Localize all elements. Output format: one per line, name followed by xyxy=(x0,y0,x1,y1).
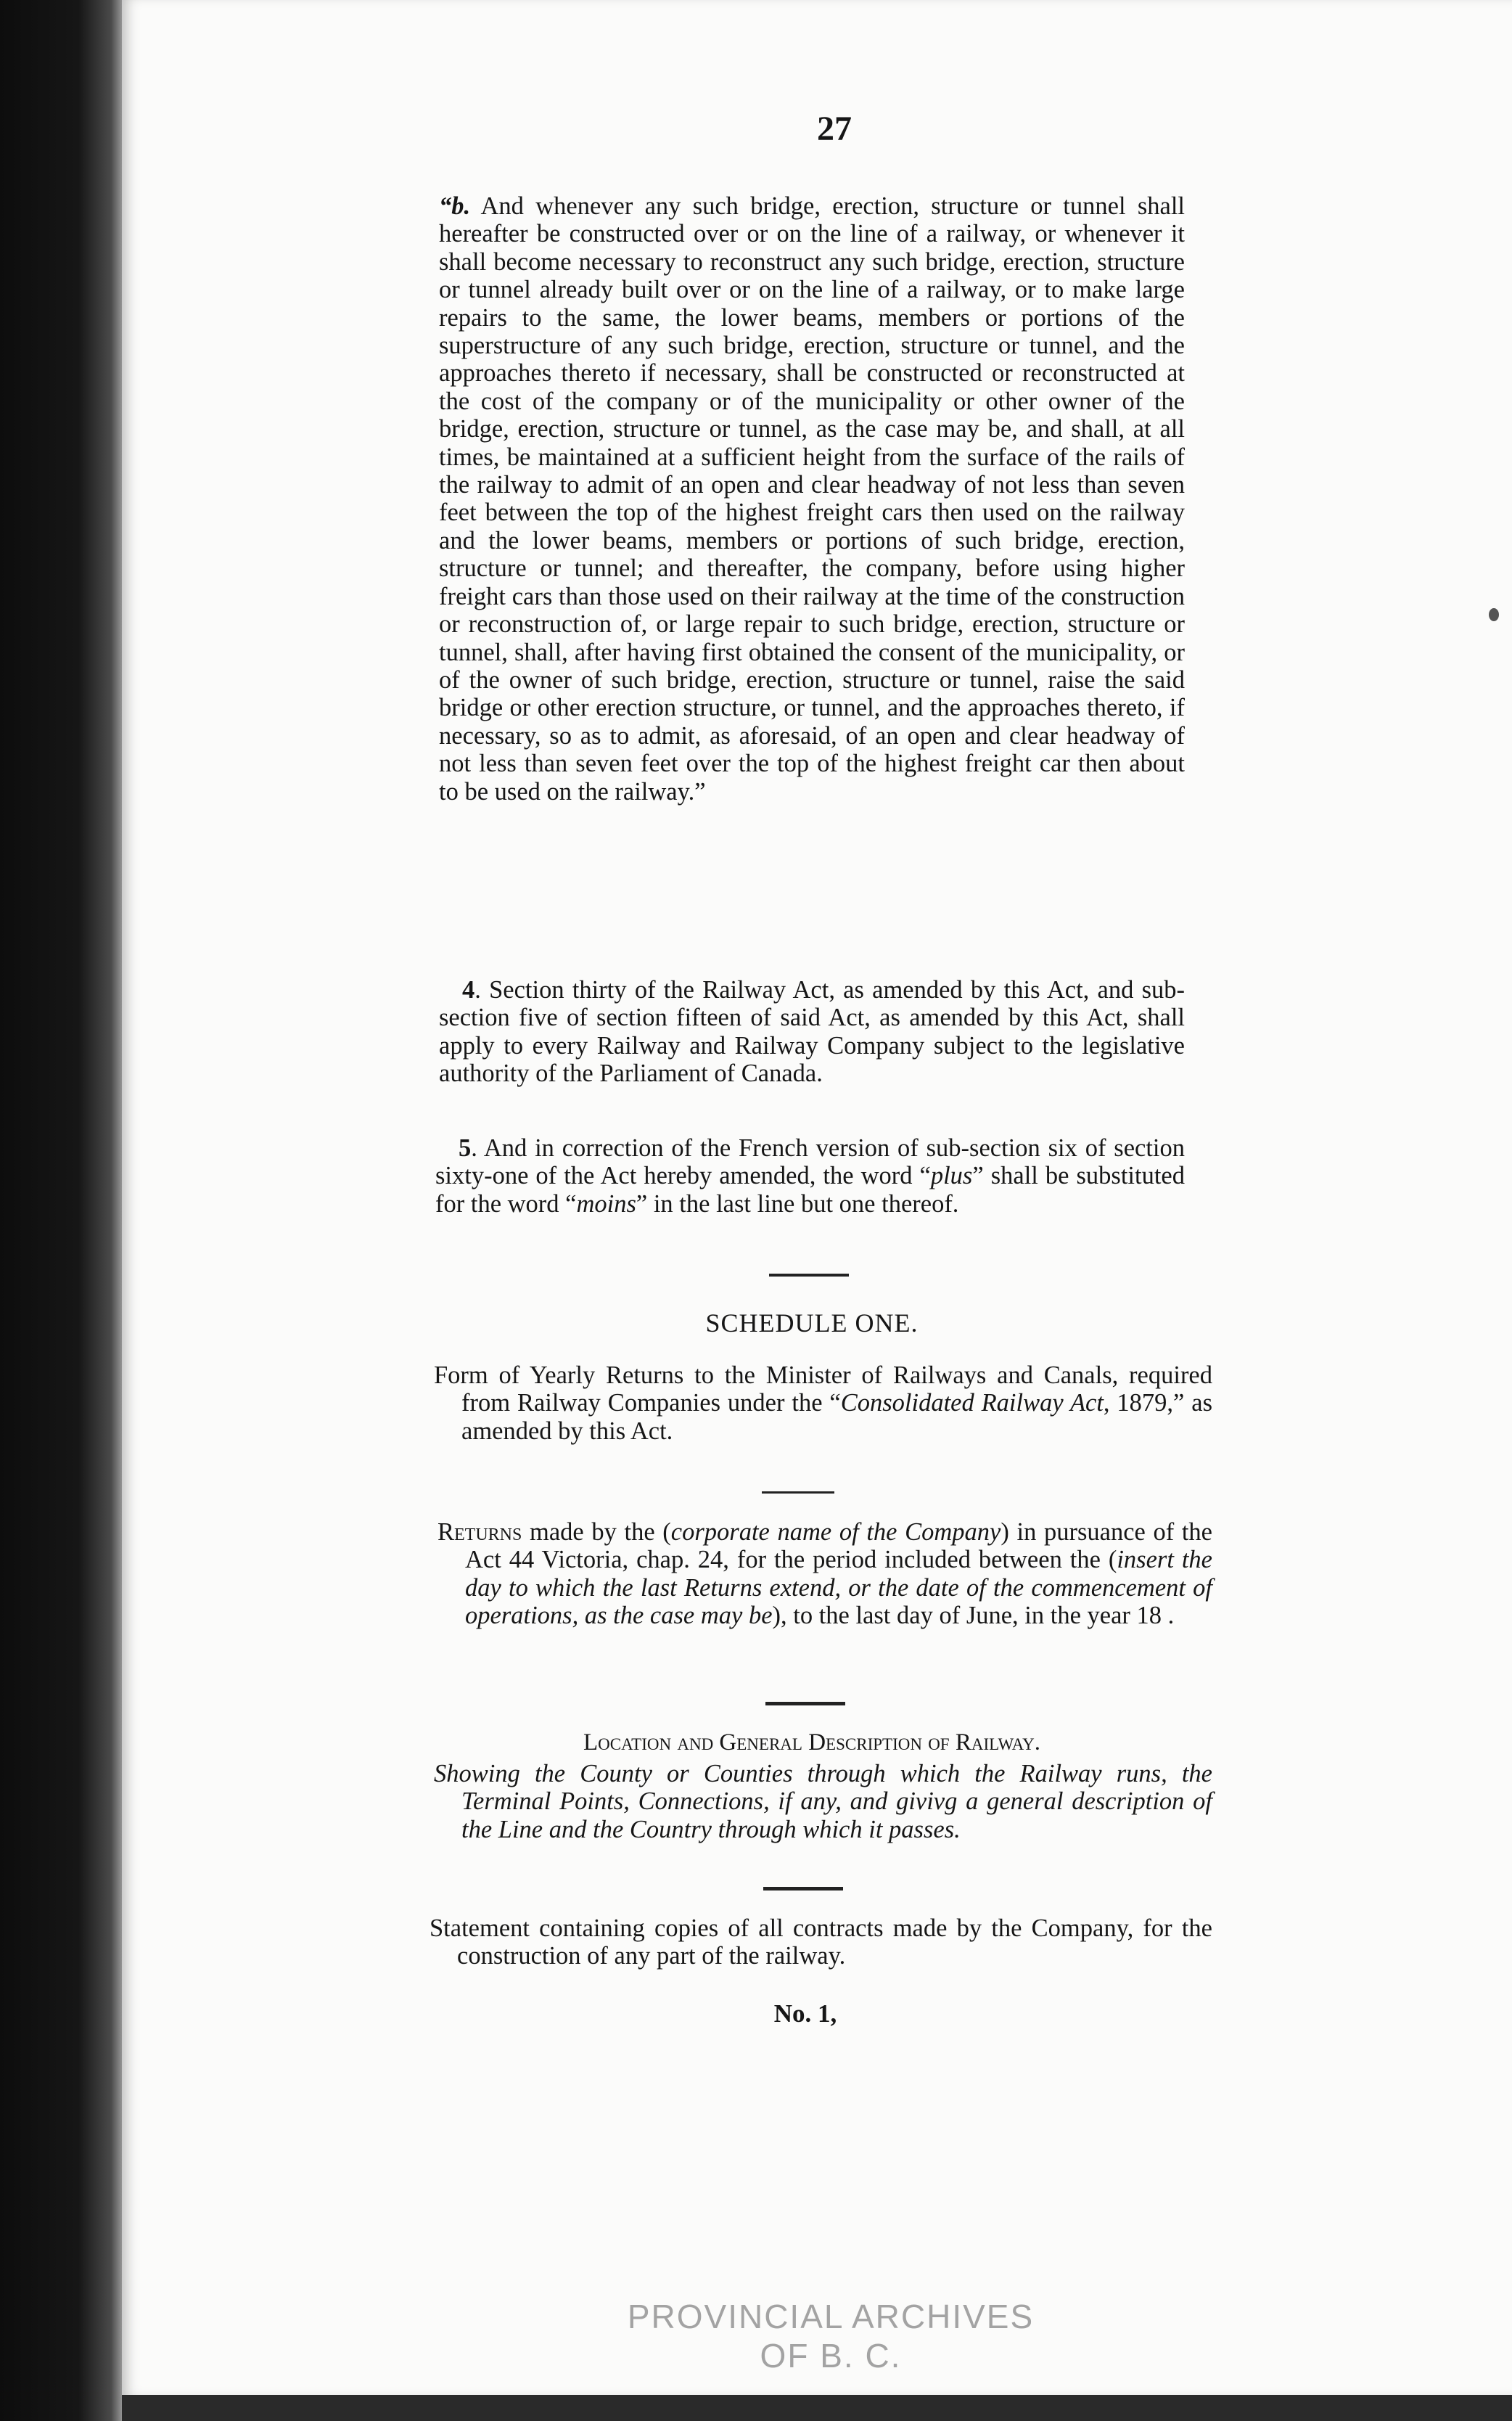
archive-stamp: PROVINCIAL ARCHIVES OF B. C. xyxy=(627,2298,1035,2375)
divider-rule xyxy=(765,1702,845,1705)
section-5-paragraph xyxy=(435,1134,1185,1218)
section-5-text-c: ” in the last line but one thereof. xyxy=(636,1189,959,1218)
subsection-b-text: And whenever any such bridge, erection, structure or tunnel shall hereafter be constructed over or on the line of a railway, or whenever it shall become necessary to reconstruct any such bridge, erection, structure or tunnel already built over or on the line of a railway, or to make large repairs to the same, the lower beams, members or portions of the superstructure of any such bridge, erection, structure or tunnel, and the approaches thereto if necessary, shall be constructed or reconstructed at the cost of the company or of the municipality or other owner of the bridge, erection, structure or tunnel, as the case may be, and shall, at all times, be maintained at a sufficient height from the surface of the rails of the railway to admit of an open and clear headway of not less than seven feet between the top of the highest freight cars then used on the railway and the lower beams, members or portions of such bridge, erection, structure or tunnel; and thereafter, the company, before using higher freight cars than those used on their railway at the time of the construction or reconstruction of, or large repair to such bridge, erection, structure or tunnel, shall, after having first obtained the consent of the municipality, or of the owner of such bridge, erection, structure or tunnel, raise the said bridge or other erection structure, or tunnel, and the approaches thereto, if necessary, so as to admit, as aforesaid, of an open and clear headway of not less than seven feet over the top of the highest freight car then about to be used on the railway.” xyxy=(439,192,1185,806)
subsection-b-marker: “b. xyxy=(439,192,471,220)
page-number: 27 xyxy=(817,110,852,148)
section-5-text-a: . And in correction of the French version of sub-section six of section sixty-one of the Act hereby amended, the word “ xyxy=(435,1134,1185,1190)
divider-rule xyxy=(762,1491,834,1494)
returns-paragraph xyxy=(437,1518,1212,1630)
divider-rule xyxy=(763,1887,843,1890)
returns-text-c: ), to the last day of June, in the year 18 . xyxy=(772,1602,1175,1630)
section-5-text-b: ” shall be substituted for the word “ xyxy=(435,1162,1185,1218)
returns-text-b: ) in pursuance of the Act 44 Victoria, chap. 24, for the period included between the ( xyxy=(465,1518,1212,1574)
schedule-form-paragraph xyxy=(434,1361,1212,1445)
divider-rule xyxy=(769,1274,849,1277)
form-text-a: Form of Yearly Returns to the Minister of Railways and Canals, required from Railway Companies under the “ xyxy=(434,1361,1212,1417)
section-4-number: 4 xyxy=(462,976,475,1004)
schedule-heading: SCHEDULE ONE. xyxy=(705,1308,919,1338)
location-description xyxy=(434,1760,1212,1843)
location-description-text: Showing the County or Counties through which the Railway runs, the Terminal Points, Connections, if any, and givivg a general description of the Line and the Country through which it passes. xyxy=(434,1760,1212,1843)
word-plus: plus xyxy=(930,1162,973,1190)
edge-mark xyxy=(1489,608,1499,621)
section-4-paragraph xyxy=(439,976,1185,1088)
form-text-b: , 1879,” as amended by this Act. xyxy=(461,1389,1212,1445)
page-bottom-shadow xyxy=(122,2395,1512,2421)
section-5-number: 5 xyxy=(459,1134,472,1162)
statement-paragraph xyxy=(430,1914,1212,1970)
statement-text: Statement containing copies of all contracts made by the Company, for the construction of any part of the railway. xyxy=(430,1914,1212,1970)
returns-lead: Returns xyxy=(437,1518,522,1546)
returns-corporate-name: corporate name of the Company xyxy=(670,1518,1001,1546)
returns-text-a: made by the ( xyxy=(522,1518,671,1546)
subsection-b-paragraph xyxy=(439,192,1185,806)
number-label: No. 1, xyxy=(773,1999,837,2028)
section-4-text: . Section thirty of the Railway Act, as amended by this Act, and sub-section five of section fifteen of said Act, as amended by this Act, shall apply to every Railway and Railway Company subject to the legislative authority of the Parliament of Canada. xyxy=(439,976,1185,1088)
book-binding-edge xyxy=(0,0,131,2421)
returns-insert-date: insert the day to which the last Returns extend, or the date of the commencement of operations, as the case may be xyxy=(465,1546,1212,1630)
location-heading: Location and General Description of Railway. xyxy=(583,1729,1040,1756)
consolidated-railway-act-title: Consolidated Railway Act xyxy=(840,1389,1104,1417)
word-moins: moins xyxy=(576,1189,636,1218)
